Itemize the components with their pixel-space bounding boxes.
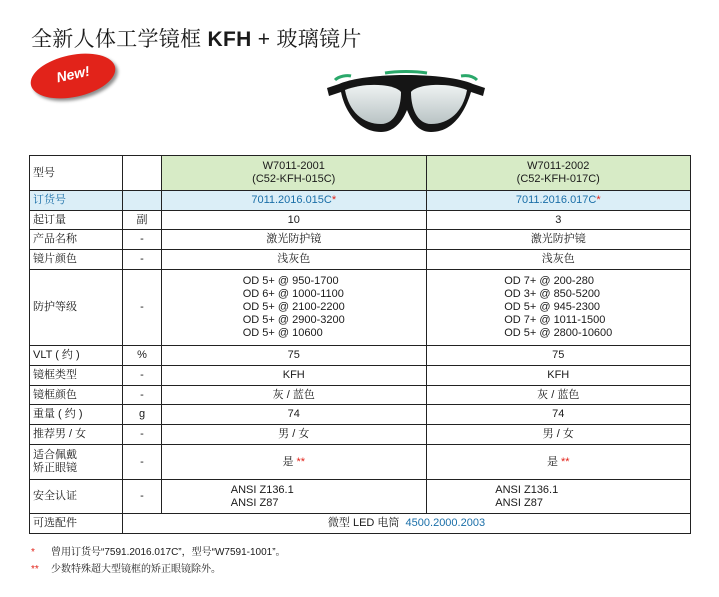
page-title	[31, 23, 362, 53]
row-value-1: 浅灰色	[162, 250, 427, 270]
row-label: 镜片颜色	[30, 250, 123, 270]
title-bold: KFH	[207, 28, 252, 52]
table-row	[30, 366, 691, 386]
row-value-1: 74	[162, 405, 427, 425]
row-value-1: 75	[162, 346, 427, 366]
order-number-1: 7011.2016.015C*	[162, 191, 427, 211]
row-label: 产品名称	[30, 230, 123, 250]
row-value-1: 10	[162, 211, 427, 230]
footnote: * 曾用订货号“7591.2016.017C”，型号“W7591-1001”。	[31, 547, 286, 558]
table-row-model	[30, 156, 691, 191]
table-row-accessory	[30, 514, 691, 534]
table-row	[30, 211, 691, 230]
table-row-corrective	[30, 445, 691, 480]
row-unit: -	[123, 250, 162, 270]
table-row	[30, 405, 691, 425]
table-row-safety	[30, 480, 691, 514]
new-badge	[30, 55, 116, 97]
new-badge-label: New!	[54, 62, 92, 86]
row-unit: %	[123, 346, 162, 366]
safety-cell-1: ANSI Z136.1 ANSI Z87	[162, 480, 427, 514]
row-value-1: 男 / 女	[162, 425, 427, 445]
accessory-cell: 微型 LED 电筒 4500.2000.2003	[123, 514, 691, 534]
row-value-2: 74	[426, 405, 691, 425]
row-unit: -	[123, 230, 162, 250]
row-value-1: 激光防护镜	[162, 230, 427, 250]
row-unit	[123, 156, 162, 191]
row-label: 安全认证	[30, 480, 123, 514]
row-label: 镜框类型	[30, 366, 123, 386]
row-value-2: 灰 / 蓝色	[426, 386, 691, 405]
row-value-2: KFH	[426, 366, 691, 386]
safety-cell-2: ANSI Z136.1 ANSI Z87	[426, 480, 691, 514]
order-number-2: 7011.2016.017C*	[426, 191, 691, 211]
spec-table	[29, 155, 691, 534]
row-label: 型号	[30, 156, 123, 191]
row-label: VLT ( 约 )	[30, 346, 123, 366]
row-label: 可选配件	[30, 514, 123, 534]
row-unit: 副	[123, 211, 162, 230]
table-row	[30, 386, 691, 405]
row-unit: -	[123, 366, 162, 386]
row-value-1: 是 **	[162, 445, 427, 480]
row-value-2: 3	[426, 211, 691, 230]
row-label: 防护等级	[30, 270, 123, 346]
row-value-1: 灰 / 蓝色	[162, 386, 427, 405]
row-label: 镜框颜色	[30, 386, 123, 405]
row-unit: -	[123, 445, 162, 480]
table-row	[30, 250, 691, 270]
row-unit: -	[123, 480, 162, 514]
accessory-code: 4500.2000.2003	[405, 517, 486, 529]
row-label: 适合佩戴 矫正眼镜	[30, 445, 123, 480]
row-value-2: 男 / 女	[426, 425, 691, 445]
row-label: 起订量	[30, 211, 123, 230]
row-label: 订货号	[30, 191, 123, 211]
row-label: 推荐男 / 女	[30, 425, 123, 445]
row-value-2: 75	[426, 346, 691, 366]
footnotes	[31, 544, 286, 578]
protection-cell-1: OD 5+ @ 950-1700 OD 6+ @ 1000-1100 OD 5+ @ 2100-2200 OD 5+ @ 2900-3200 OD 5+ @ 10600	[162, 270, 427, 346]
row-value-1: KFH	[162, 366, 427, 386]
row-unit: -	[123, 386, 162, 405]
table-row	[30, 346, 691, 366]
safety-glasses-image	[325, 66, 487, 146]
table-row	[30, 425, 691, 445]
table-row-protection	[30, 270, 691, 346]
row-unit: -	[123, 270, 162, 346]
row-value-2: 是 **	[426, 445, 691, 480]
row-value-2: 浅灰色	[426, 250, 691, 270]
row-unit	[123, 191, 162, 211]
title-prefix: 全新人体工学镜框	[31, 28, 208, 52]
table-row	[30, 230, 691, 250]
row-unit: -	[123, 425, 162, 445]
title-suffix: + 玻璃镜片	[251, 28, 362, 52]
table-row-order	[30, 191, 691, 211]
protection-cell-2: OD 7+ @ 200-280 OD 3+ @ 850-5200 OD 5+ @ 945-2300 OD 7+ @ 1011-1500 OD 5+ @ 2800-10600	[426, 270, 691, 346]
footnote: ** 少数特殊超大型镜框的矫正眼镜除外。	[31, 564, 221, 575]
model-cell-2: W7011-2002 (C52-KFH-017C)	[426, 156, 691, 191]
model-cell-1: W7011-2001 (C52-KFH-015C)	[162, 156, 427, 191]
row-unit: g	[123, 405, 162, 425]
row-label: 重量 ( 约 )	[30, 405, 123, 425]
row-value-2: 激光防护镜	[426, 230, 691, 250]
